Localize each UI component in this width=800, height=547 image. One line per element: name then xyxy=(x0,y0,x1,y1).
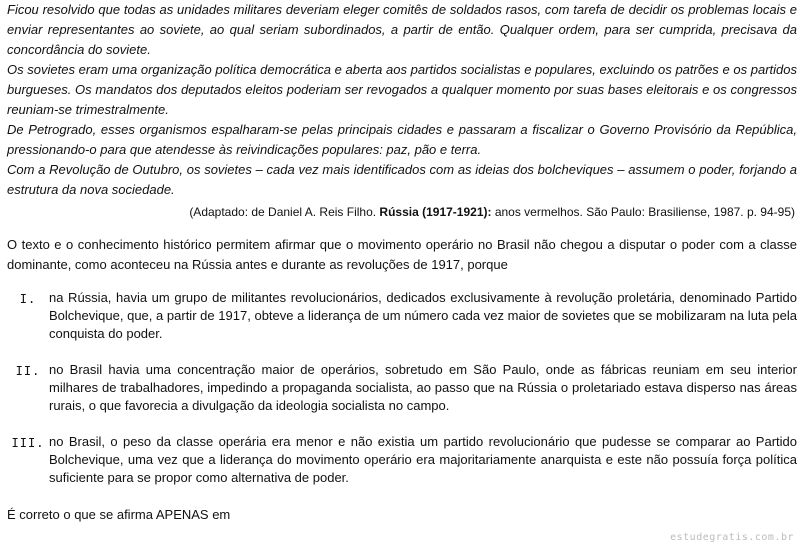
source-citation xyxy=(7,203,795,221)
source-prefix: (Adaptado: de Daniel A. Reis Filho. xyxy=(189,205,380,219)
source-suffix: anos vermelhos. São Paulo: Brasiliense, 1987. p. 94-95) xyxy=(491,205,795,219)
excerpt-paragraph-4: Com a Revolução de Outubro, os sovietes – cada vez mais identificados com as ideias dos bolcheviques – assumem o poder, forjando a estrutura da nova sociedade. xyxy=(7,162,797,197)
site-watermark: estudegratis.com.br xyxy=(670,532,794,543)
excerpt-paragraph-2: Os sovietes eram uma organização política democrática e aberta aos partidos socialistas e populares, excluindo os patrões e os partidos burgueses. Os mandatos dos deputados eleitos poderiam ser revogados a qualquer momento por suas bases eleitorais e os congressos reuniam-se trimestralmente. xyxy=(7,62,797,117)
statement-item-1 xyxy=(7,289,797,343)
question-closing: É correto o que se afirma APENAS em xyxy=(7,507,231,522)
statement-item-3 xyxy=(7,433,797,487)
statement-number: II. xyxy=(15,364,41,378)
statement-item-2 xyxy=(7,361,797,415)
statement-list xyxy=(7,289,797,487)
source-title: Rússia (1917-1921): xyxy=(379,205,492,219)
statement-number: III. xyxy=(11,436,45,450)
excerpt-text xyxy=(7,0,797,200)
question-stem: O texto e o conhecimento histórico permitem afirmar que o movimento operário no Brasil não chegou a disputar o poder com a classe dominante, como aconteceu na Rússia antes e durante as revoluções de 1917, porque xyxy=(7,237,797,272)
statement-text: na Rússia, havia um grupo de militantes revolucionários, dedicados exclusivamente à revolução proletária, denominado Partido Bolchevique, que, a partir de 1917, obteve a liderança de um número cada vez maior de sovietes que se mobilizaram na luta pela conquista do poder. xyxy=(49,290,797,341)
statement-text: no Brasil, o peso da classe operária era menor e não existia um partido revolucionário que pudesse se comparar ao Partido Bolchevique, uma vez que a liderança do movimento operário era majoritariamente anarquista e este não possuía força política suficiente para se propor como alternativa de poder. xyxy=(49,434,797,485)
excerpt-paragraph-1: Ficou resolvido que todas as unidades militares deveriam eleger comitês de soldados rasos, com tarefa de decidir os problemas locais e enviar representantes ao soviete, ao qual seriam subordinados, a partir de então. Qualquer ordem, para ser cumprida, precisava da concordância do soviete. xyxy=(7,2,797,57)
statement-text: no Brasil havia uma concentração maior de operários, sobretudo em São Paulo, onde as fábricas reuniam em seu interior milhares de trabalhadores, impedindo a propaganda socialista, ao passo que na Rússia o proletariado estava disperso nas áreas rurais, o que favorecia a divulgação da ideologia socialista no campo. xyxy=(49,362,797,413)
excerpt-paragraph-3: De Petrogrado, esses organismos espalharam-se pelas principais cidades e passaram a fiscalizar o Governo Provisório da República, pressionando-o para que atendesse às reivindicações populares: paz, pão e terra. xyxy=(7,122,797,157)
document-page xyxy=(7,0,797,525)
statement-number: I. xyxy=(19,292,37,306)
